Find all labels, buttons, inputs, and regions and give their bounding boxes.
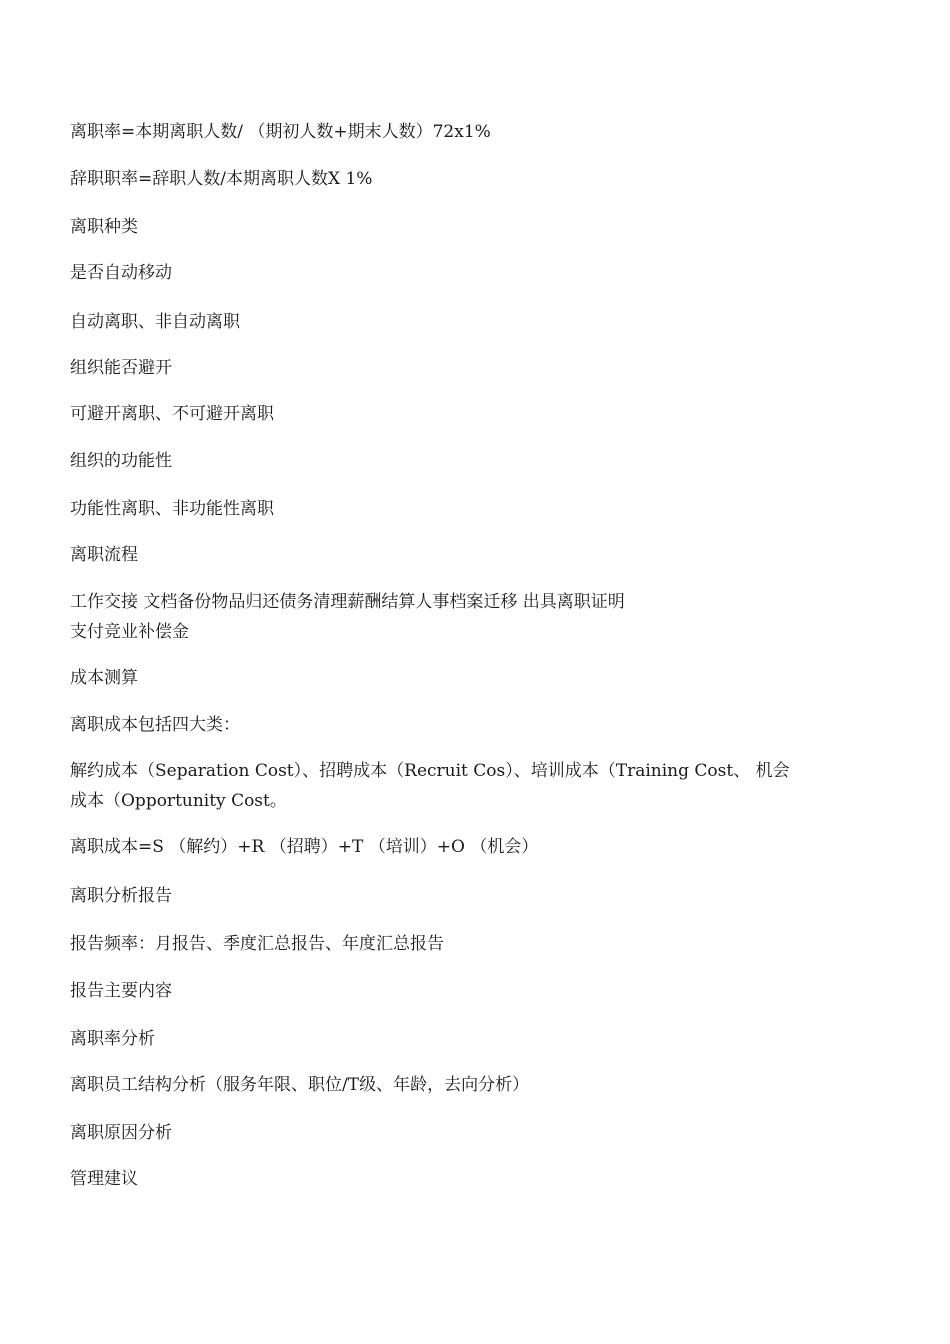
type-functional-heading: 组织的功能性 [70,451,172,471]
report-item-management-advice: 管理建议 [70,1169,138,1189]
report-item-rate-analysis: 离职率分析 [70,1029,155,1049]
cost-categories-intro: 离职成本包括四大类： [70,715,240,735]
process-steps-line-1: 工作交接 文档备份物品归还债务清理薪酬结算人事档案迁移 出具离职证明 [70,592,625,612]
type-functional-values: 功能性离职、非功能性离职 [70,499,274,519]
heading-turnover-process: 离职流程 [70,545,138,565]
type-avoidable-values: 可避开离职、不可避开离职 [70,404,274,424]
cost-categories-line-1: 解约成本（Separation Cost）、招聘成本（Recruit Cos）、培训成本（Training Cost、 机会 [70,761,790,781]
formula-turnover-cost: 离职成本=S （解约）+R （招聘）+T （培训）+O （机会） [70,837,539,857]
type-voluntary-heading: 是否自动移动 [70,263,172,283]
type-voluntary-values: 自动离职、非自动离职 [70,312,240,332]
report-item-structure-analysis: 离职员工结构分析（服务年限、职位/T级、年龄，去向分析） [70,1075,530,1095]
heading-turnover-types: 离职种类 [70,217,138,237]
heading-turnover-report: 离职分析报告 [70,886,172,906]
heading-cost-estimation: 成本测算 [70,668,138,688]
report-item-reason-analysis: 离职原因分析 [70,1123,172,1143]
cost-categories-line-2: 成本（Opportunity Cost。 [70,791,287,811]
type-avoidable-heading: 组织能否避开 [70,358,172,378]
formula-resignation-rate: 辞职职率=辞职人数/本期离职人数X 1% [70,169,373,189]
process-steps-line-2: 支付竞业补偿金 [70,622,189,642]
heading-report-content: 报告主要内容 [70,981,172,1001]
formula-turnover-rate: 离职率=本期离职人数/ （期初人数+期末人数）72x1% [70,122,491,142]
report-frequency: 报告频率：月报告、季度汇总报告、年度汇总报告 [70,934,444,954]
